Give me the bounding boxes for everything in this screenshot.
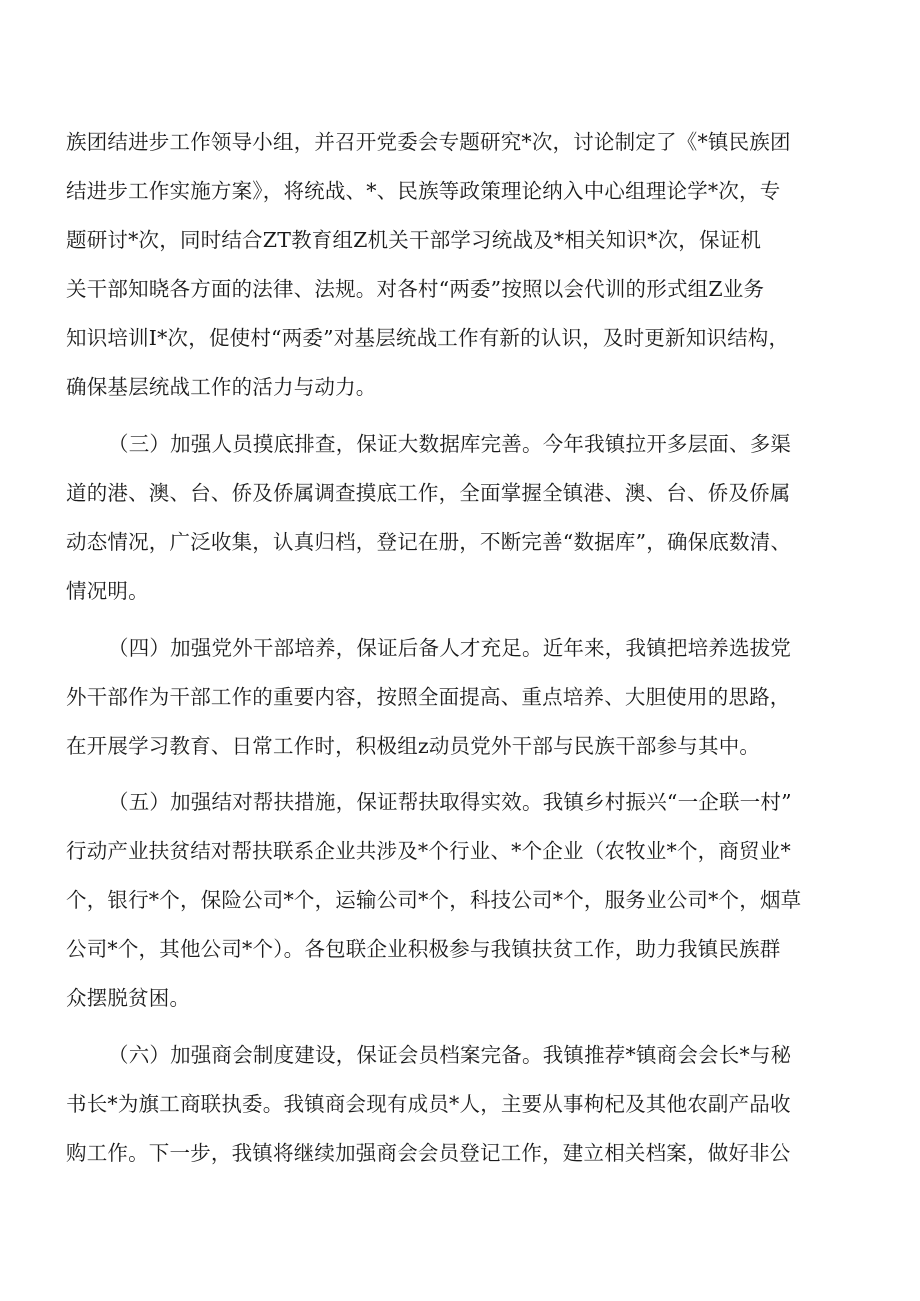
paragraph-5-line-1: （六）加强商会制度建设，保证会员档案完备。我镇推荐*镇商会会长*与秘	[108, 1043, 792, 1067]
paragraph-4-line-3: 个，银行*个，保险公司*个，运输公司*个，科技公司*个，服务业公司*个，烟草	[66, 888, 802, 912]
paragraph-2-line-1: （三）加强人员摸底排查，保证大数据库完善。今年我镇拉开多层面、多渠	[108, 432, 792, 456]
paragraph-3-line-3: 在开展学习教育、日常工作时，积极组z动员党外干部与民族干部参与其中。	[66, 734, 761, 758]
paragraph-1-line-4: 关干部知晓各方面的法律、法规。对各村“两委”按照以会代训的形式组Z业务	[66, 277, 765, 301]
paragraph-4-line-2: 行动产业扶贫结对帮扶联系企业共涉及*个行业、*个企业（农牧业*个，商贸业*	[66, 839, 791, 863]
paragraph-5-line-2: 书长*为旗工商联执委。我镇商会现有成员*人，主要从事枸杞及其他农副产品收	[66, 1092, 791, 1116]
paragraph-4-line-5: 众摆脱贫困。	[66, 986, 191, 1010]
paragraph-2-line-2: 道的港、澳、台、侨及侨属调查摸底工作，全面掌握全镇港、澳、台、侨及侨属	[66, 481, 791, 505]
paragraph-1-line-3: 题研讨*次，同时结合ZT教育组Z机关干部学习统战及*相关知识*次，保证机	[66, 228, 762, 252]
paragraph-1-line-2: 结进步工作实施方案》，将统战、*、民族等政策理论纳入中心组理论学*次，专	[66, 179, 781, 203]
paragraph-1-line-6: 确保基层统战工作的活力与动力。	[66, 375, 377, 399]
paragraph-5-line-3: 购工作。下一步，我镇将继续加强商会会员登记工作，建立相关档案，做好非公	[66, 1141, 791, 1165]
paragraph-3-line-2: 外干部作为干部工作的重要内容，按照全面提高、重点培养、大胆使用的思路，	[66, 685, 791, 709]
paragraph-2-line-4: 情况明。	[66, 579, 149, 603]
paragraph-1-line-5: 知识培训I*次，促使村“两委”对基层统战工作有新的认识，及时更新知识结构，	[66, 326, 790, 350]
paragraph-1-line-1: 族团结进步工作领导小组，并召开党委会专题研究*次，讨论制定了《*镇民族团	[66, 130, 791, 154]
paragraph-4-line-4: 公司*个，其他公司*个）。各包联企业积极参与我镇扶贫工作，助力我镇民族群	[66, 937, 781, 961]
paragraph-2-line-3: 动态情况，广泛收集，认真归档，登记在册，不断完善“数据库”，确保底数清、	[66, 530, 792, 554]
paragraph-3-line-1: （四）加强党外干部培养，保证后备人才充足。近年来，我镇把培养选拔党	[108, 636, 792, 660]
paragraph-4-line-1: （五）加强结对帮扶措施，保证帮扶取得实效。我镇乡村振兴“一企联一村”	[108, 790, 792, 814]
